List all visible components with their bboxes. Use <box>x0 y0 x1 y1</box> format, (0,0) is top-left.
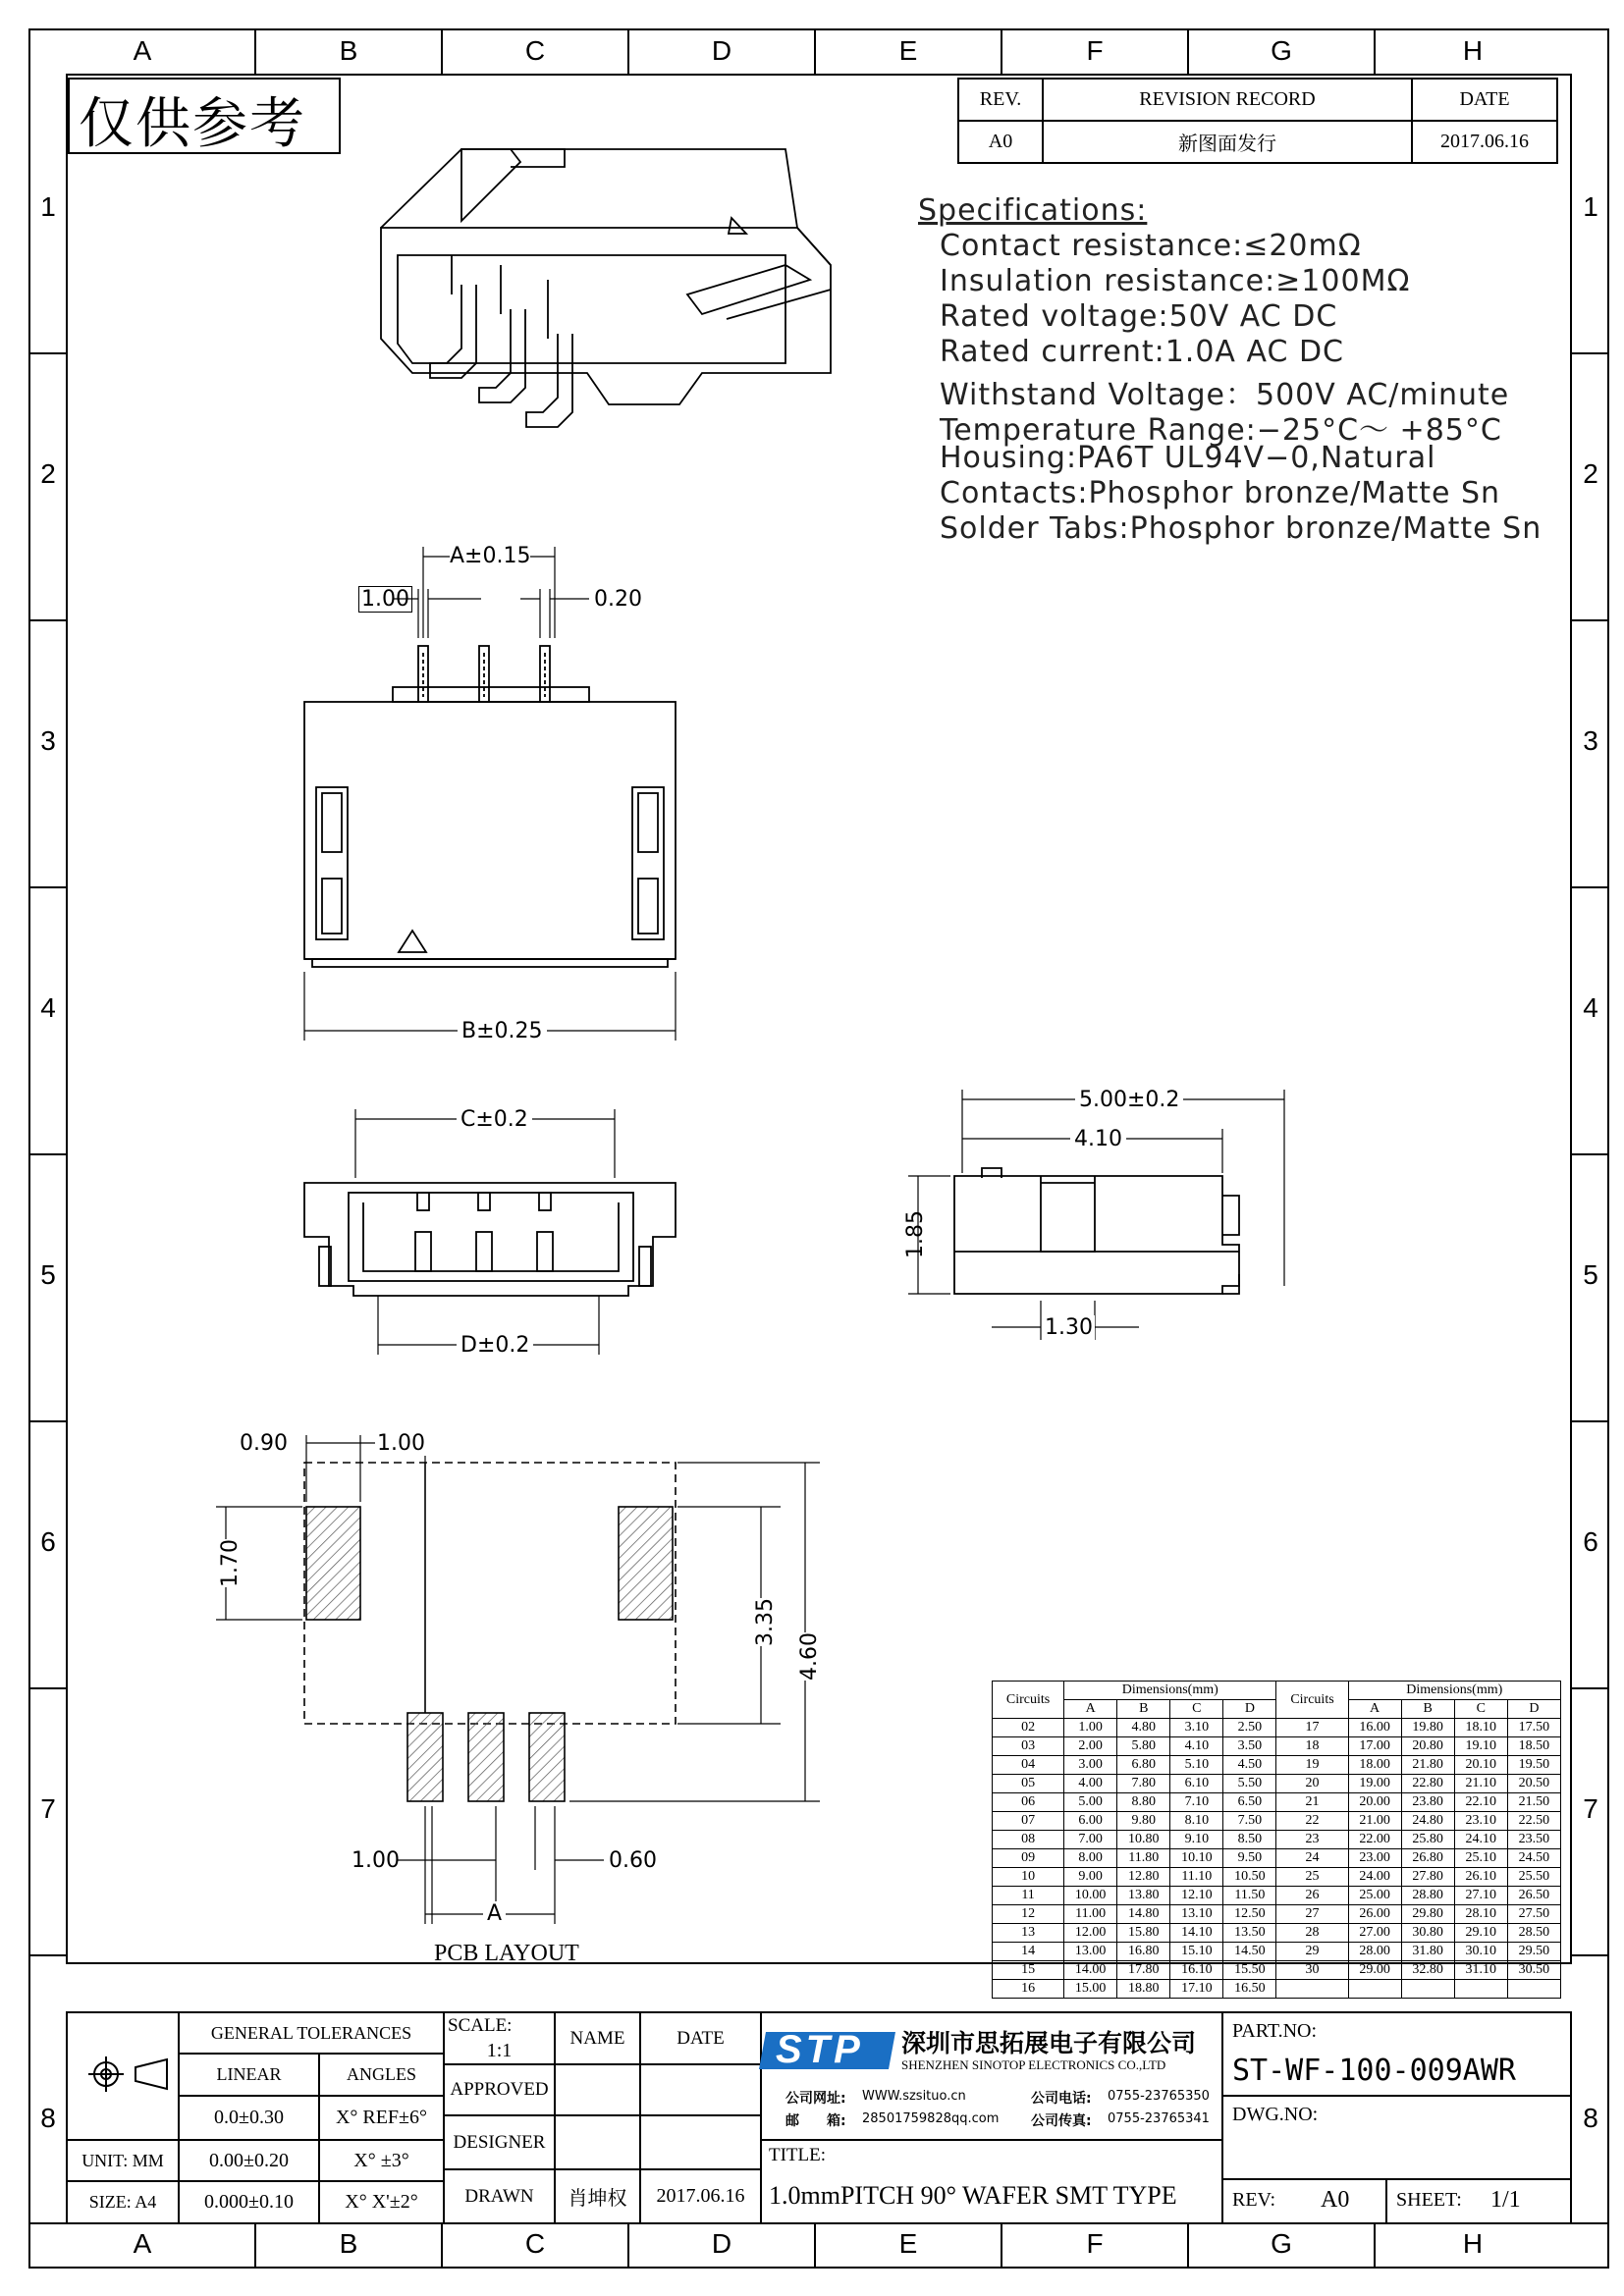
fax-label: 公司传真: <box>1031 2113 1092 2129</box>
table-row <box>993 1924 1561 1943</box>
col-b-left: B <box>1117 1700 1170 1719</box>
grid-row-7-right: 7 <box>1583 1793 1598 1824</box>
drawn-name: 肖坤权 <box>568 2188 627 2210</box>
grid-col-g-top: G <box>1271 35 1292 66</box>
circuit-count-cell: 17 <box>1276 1719 1348 1737</box>
spec-contacts: Contacts:Phosphor bronze/Matte Sn <box>940 476 1501 510</box>
front-view <box>304 646 676 967</box>
table-row <box>993 1775 1561 1793</box>
dimension-cell: 23.80 <box>1401 1793 1454 1812</box>
grid-col-g-bottom: G <box>1271 2228 1292 2259</box>
dimension-cell: 29.10 <box>1454 1924 1507 1943</box>
grid-col-h-top: H <box>1462 35 1484 66</box>
dimension-cell: 10.80 <box>1117 1831 1170 1849</box>
dimension-cell: 25.10 <box>1454 1849 1507 1868</box>
dimensions-header-left: Dimensions(mm) <box>1064 1682 1276 1700</box>
dimension-cell <box>1401 1980 1454 1999</box>
col-a-left: A <box>1064 1700 1117 1719</box>
circuit-count-cell: 27 <box>1276 1905 1348 1924</box>
dimension-cell: 25.00 <box>1348 1887 1401 1905</box>
circuit-count-cell: 23 <box>1276 1831 1348 1849</box>
dimension-cell: 6.50 <box>1223 1793 1276 1812</box>
rev-value-block: A0 <box>1321 2187 1350 2213</box>
circuit-count-cell: 16 <box>993 1980 1064 1999</box>
dimension-cell: 11.10 <box>1170 1868 1223 1887</box>
dimension-cell: 27.10 <box>1454 1887 1507 1905</box>
dimension-cell: 14.50 <box>1223 1943 1276 1961</box>
dimension-cell: 23.00 <box>1348 1849 1401 1868</box>
dimension-cell: 3.10 <box>1170 1719 1223 1737</box>
dimension-cell: 21.50 <box>1507 1793 1560 1812</box>
dimension-cell: 17.00 <box>1348 1737 1401 1756</box>
dimension-cell: 2.00 <box>1064 1737 1117 1756</box>
dimension-cell: 12.00 <box>1064 1924 1117 1943</box>
logo-text: STP <box>776 2028 864 2071</box>
dimension-cell: 8.10 <box>1170 1812 1223 1831</box>
grid-col-f-top: F <box>1086 35 1104 66</box>
dimension-cell: 9.50 <box>1223 1849 1276 1868</box>
grid-row-5-left: 5 <box>40 1259 56 1290</box>
grid-row-7-left: 7 <box>40 1793 56 1824</box>
dimension-cell: 19.50 <box>1507 1756 1560 1775</box>
table-row <box>993 1831 1561 1849</box>
dimension-cell: 6.80 <box>1117 1756 1170 1775</box>
circuit-count-cell: 04 <box>993 1756 1064 1775</box>
dimension-cell: 10.10 <box>1170 1849 1223 1868</box>
dimension-cell: 20.50 <box>1507 1775 1560 1793</box>
dimension-cell: 11.00 <box>1064 1905 1117 1924</box>
general-tolerances-label: GENERAL TOLERANCES <box>210 2022 412 2043</box>
dimension-cell: 15.50 <box>1223 1961 1276 1980</box>
dimension-cell: 14.00 <box>1064 1961 1117 1980</box>
projection-symbol <box>88 2056 167 2092</box>
table-row <box>993 1719 1561 1737</box>
mail-value: 28501759828qq.com <box>862 2111 1000 2126</box>
col-d-left: D <box>1223 1700 1276 1719</box>
grid-row-5-right: 5 <box>1583 1259 1598 1290</box>
circuit-count-cell: 15 <box>993 1961 1064 1980</box>
col-d-right: D <box>1507 1700 1560 1719</box>
grid-row-3-right: 3 <box>1583 725 1598 756</box>
dimension-cell: 26.80 <box>1401 1849 1454 1868</box>
dimension-cell: 15.80 <box>1117 1924 1170 1943</box>
dimension-cell: 18.80 <box>1117 1980 1170 1999</box>
unit-label: UNIT: MM <box>81 2150 164 2170</box>
dim-pcb-090: 0.90 <box>240 1431 288 1456</box>
grid-row-4-right: 4 <box>1583 992 1598 1023</box>
dimensions-header-right: Dimensions(mm) <box>1348 1682 1560 1700</box>
pcb-layout-caption: PCB LAYOUT <box>434 1941 579 1966</box>
table-row <box>993 1905 1561 1924</box>
grid-col-d-bottom: D <box>711 2228 732 2259</box>
dimension-cell: 21.80 <box>1401 1756 1454 1775</box>
circuit-count-cell: 24 <box>1276 1849 1348 1868</box>
grid-row-2-right: 2 <box>1583 458 1598 489</box>
revision-record-header: REVISION RECORD <box>1139 88 1316 110</box>
angles-label: ANGLES <box>347 2064 416 2084</box>
grid-col-a-top: A <box>133 35 152 66</box>
circuit-count-cell: 22 <box>1276 1812 1348 1831</box>
part-number: ST-WF-100-009AWR <box>1232 2054 1516 2088</box>
sheet-label: SHEET: <box>1396 2189 1462 2211</box>
part-no-label: PART.NO: <box>1232 2020 1318 2042</box>
dimension-cell: 10.00 <box>1064 1887 1117 1905</box>
dimension-cell <box>1507 1980 1560 1999</box>
dimension-cell: 22.80 <box>1401 1775 1454 1793</box>
scale-label: SCALE: <box>448 2015 513 2036</box>
dimension-cell: 24.50 <box>1507 1849 1560 1868</box>
date-header: DATE <box>1459 88 1510 110</box>
dimension-cell: 13.80 <box>1117 1887 1170 1905</box>
dimension-cell: 29.80 <box>1401 1905 1454 1924</box>
table-row <box>993 1943 1561 1961</box>
dimension-cell: 28.10 <box>1454 1905 1507 1924</box>
circuit-count-cell: 29 <box>1276 1943 1348 1961</box>
dimension-cell: 28.80 <box>1401 1887 1454 1905</box>
spec-insulation-resistance: Insulation resistance:≥100MΩ <box>940 264 1411 298</box>
drawn-label: DRAWN <box>464 2185 534 2207</box>
sheet-value: 1/1 <box>1490 2187 1521 2213</box>
rev-header: REV. <box>979 88 1022 110</box>
linear-tol-2: 0.00±0.20 <box>209 2149 289 2171</box>
dimension-cell: 17.80 <box>1117 1961 1170 1980</box>
dimension-cell: 19.00 <box>1348 1775 1401 1793</box>
dimension-cell: 8.50 <box>1223 1831 1276 1849</box>
table-row <box>993 1849 1561 1868</box>
dimension-cell: 16.10 <box>1170 1961 1223 1980</box>
dim-pcb-335: 3.35 <box>752 1598 778 1646</box>
circuit-count-cell: 05 <box>993 1775 1064 1793</box>
circuits-header-left: Circuits <box>993 1682 1064 1719</box>
dim-pin-width: 0.20 <box>594 587 642 612</box>
dimension-cell: 11.80 <box>1117 1849 1170 1868</box>
revision-record-value: 新图面发行 <box>1178 133 1276 155</box>
dimension-cell: 7.80 <box>1117 1775 1170 1793</box>
dimension-cell: 30.80 <box>1401 1924 1454 1943</box>
spec-contact-resistance: Contact resistance:≤20mΩ <box>940 229 1362 263</box>
dimension-cell: 12.10 <box>1170 1887 1223 1905</box>
circuit-count-cell: 18 <box>1276 1737 1348 1756</box>
spec-rated-voltage: Rated voltage:50V AC DC <box>940 299 1338 334</box>
company-name-en: SHENZHEN SINOTOP ELECTRONICS CO.,LTD <box>901 2057 1166 2072</box>
grid-col-a-bottom: A <box>133 2228 152 2259</box>
circuit-count-cell: 28 <box>1276 1924 1348 1943</box>
linear-label: LINEAR <box>216 2064 282 2084</box>
specifications-title: Specifications: <box>918 193 1148 228</box>
grid-col-f-bottom: F <box>1086 2228 1104 2259</box>
dimension-cell: 24.00 <box>1348 1868 1401 1887</box>
grid-col-d-top: D <box>711 35 732 66</box>
circuit-count-cell: 02 <box>993 1719 1064 1737</box>
circuit-count-cell: 07 <box>993 1812 1064 1831</box>
company-name-cn: 深圳市思拓展电子有限公司 <box>901 2029 1197 2057</box>
dimension-cell: 3.00 <box>1064 1756 1117 1775</box>
dimension-cell: 5.00 <box>1064 1793 1117 1812</box>
dimension-cell: 15.00 <box>1064 1980 1117 1999</box>
spec-rated-current: Rated current:1.0A AC DC <box>940 335 1344 369</box>
dimension-cell: 6.00 <box>1064 1812 1117 1831</box>
spec-temperature-range: Temperature Range:−25°C～ +85°C <box>940 413 1502 448</box>
dimension-cell: 7.00 <box>1064 1831 1117 1849</box>
dimension-cell: 32.80 <box>1401 1961 1454 1980</box>
mail-label: 邮 箱: <box>785 2113 846 2129</box>
dimension-cell: 5.80 <box>1117 1737 1170 1756</box>
dimension-cell: 7.10 <box>1170 1793 1223 1812</box>
dimension-cell: 31.10 <box>1454 1961 1507 1980</box>
grid-row-8-left: 8 <box>40 2103 56 2133</box>
dimension-cell: 28.50 <box>1507 1924 1560 1943</box>
table-row <box>993 1812 1561 1831</box>
dimension-cell: 8.80 <box>1117 1793 1170 1812</box>
dimension-cell: 21.10 <box>1454 1775 1507 1793</box>
drawing-title: 1.0mmPITCH 90° WAFER SMT TYPE <box>769 2181 1177 2210</box>
size-label: SIZE: A4 <box>88 2192 157 2212</box>
dimension-cell: 18.50 <box>1507 1737 1560 1756</box>
grid-col-c-bottom: C <box>524 2228 546 2259</box>
circuit-count-cell: 12 <box>993 1905 1064 1924</box>
circuit-count-cell: 26 <box>1276 1887 1348 1905</box>
rev-label-block: REV: <box>1232 2189 1276 2211</box>
dimension-cell: 17.10 <box>1170 1980 1223 1999</box>
web-label: 公司网址: <box>785 2091 846 2107</box>
dimension-cell: 6.10 <box>1170 1775 1223 1793</box>
table-row <box>993 1793 1561 1812</box>
dimension-cell: 4.00 <box>1064 1775 1117 1793</box>
dimension-cell: 4.10 <box>1170 1737 1223 1756</box>
table-row <box>993 1737 1561 1756</box>
dim-pcb-060: 0.60 <box>609 1848 657 1873</box>
bottom-view <box>304 1183 676 1296</box>
grid-row-6-left: 6 <box>40 1526 56 1557</box>
table-row <box>993 1868 1561 1887</box>
dimension-cell: 24.10 <box>1454 1831 1507 1849</box>
dimension-cell: 14.10 <box>1170 1924 1223 1943</box>
circuit-count-cell: 03 <box>993 1737 1064 1756</box>
dim-pcb-460: 4.60 <box>796 1632 822 1681</box>
fax-value: 0755-23765341 <box>1108 2111 1210 2126</box>
spec-withstand-voltage: Withstand Voltage：500V AC/minute <box>940 378 1510 412</box>
dimension-cell: 31.80 <box>1401 1943 1454 1961</box>
dimension-cell <box>1348 1980 1401 1999</box>
circuits-header-right: Circuits <box>1276 1682 1348 1719</box>
circuit-dimensions-table <box>992 1681 1561 1999</box>
dimension-cell: 27.00 <box>1348 1924 1401 1943</box>
linear-tol-3: 0.000±0.10 <box>204 2191 294 2213</box>
dim-a-tolerance: A±0.15 <box>450 544 531 568</box>
dim-pcb-170: 1.70 <box>217 1539 243 1587</box>
dimension-cell: 20.00 <box>1348 1793 1401 1812</box>
dimension-cell: 13.50 <box>1223 1924 1276 1943</box>
web-value: WWW.szsituo.cn <box>862 2089 966 2104</box>
dimension-cell: 30.10 <box>1454 1943 1507 1961</box>
dimension-cell: 4.50 <box>1223 1756 1276 1775</box>
tel-label: 公司电话: <box>1031 2091 1092 2107</box>
angle-tol-1: X° REF±6° <box>335 2107 428 2128</box>
dimension-cell: 9.00 <box>1064 1868 1117 1887</box>
revision-date-value: 2017.06.16 <box>1440 131 1529 152</box>
date-header-block: DATE <box>677 2027 725 2049</box>
dimension-cell: 19.10 <box>1454 1737 1507 1756</box>
circuit-count-cell: 21 <box>1276 1793 1348 1812</box>
dim-side-total: 5.00±0.2 <box>1075 1088 1183 1112</box>
grid-row-3-left: 3 <box>40 725 56 756</box>
dim-pcb-100-top: 1.00 <box>377 1431 425 1456</box>
dimension-cell: 4.80 <box>1117 1719 1170 1737</box>
grid-col-h-bottom: H <box>1462 2228 1484 2259</box>
iso-view <box>381 149 831 427</box>
spec-solder-tabs: Solder Tabs:Phosphor bronze/Matte Sn <box>940 511 1543 546</box>
dimension-cell: 18.00 <box>1348 1756 1401 1775</box>
tel-value: 0755-23765350 <box>1108 2089 1210 2104</box>
dimension-cell: 16.00 <box>1348 1719 1401 1737</box>
circuit-count-cell: 10 <box>993 1868 1064 1887</box>
dimension-cell: 30.50 <box>1507 1961 1560 1980</box>
reference-watermark: 仅供参考 <box>79 92 306 156</box>
dimension-cell: 21.00 <box>1348 1812 1401 1831</box>
dimension-cell: 23.50 <box>1507 1831 1560 1849</box>
dim-c-tolerance: C±0.2 <box>457 1107 532 1132</box>
dimension-cell: 15.10 <box>1170 1943 1223 1961</box>
circuit-count-cell <box>1276 1980 1348 1999</box>
dimension-cell: 27.50 <box>1507 1905 1560 1924</box>
grid-col-e-top: E <box>898 35 918 66</box>
circuit-count-cell: 08 <box>993 1831 1064 1849</box>
dimension-cell: 26.10 <box>1454 1868 1507 1887</box>
dimension-cell: 26.50 <box>1507 1887 1560 1905</box>
dimension-cell: 22.00 <box>1348 1831 1401 1849</box>
circuit-dimensions-body <box>993 1719 1561 1999</box>
dimension-cell: 16.80 <box>1117 1943 1170 1961</box>
grid-col-b-bottom: B <box>339 2228 358 2259</box>
grid-row-6-right: 6 <box>1583 1526 1598 1557</box>
title-label: TITLE: <box>769 2145 827 2165</box>
grid-row-4-left: 4 <box>40 992 56 1023</box>
rev-value: A0 <box>988 131 1013 152</box>
dim-side-body: 4.10 <box>1070 1127 1126 1151</box>
dimension-cell: 2.50 <box>1223 1719 1276 1737</box>
pcb-layout <box>304 1463 676 1801</box>
grid-col-c-top: C <box>524 35 546 66</box>
dimension-cell: 22.50 <box>1507 1812 1560 1831</box>
dimension-cell: 27.80 <box>1401 1868 1454 1887</box>
side-view <box>954 1168 1239 1294</box>
name-header: NAME <box>569 2027 625 2049</box>
circuit-count-cell: 20 <box>1276 1775 1348 1793</box>
drawn-date: 2017.06.16 <box>656 2185 745 2207</box>
angle-tol-2: X° ±3° <box>353 2149 409 2171</box>
table-row <box>993 1980 1561 1999</box>
dimension-cell: 26.00 <box>1348 1905 1401 1924</box>
spec-housing: Housing:PA6T UL94V−0,Natural <box>940 441 1436 475</box>
dimension-cell: 17.50 <box>1507 1719 1560 1737</box>
scale-value: 1:1 <box>486 2039 513 2061</box>
dwg-no-label: DWG.NO: <box>1232 2104 1319 2125</box>
circuit-count-cell: 19 <box>1276 1756 1348 1775</box>
dimension-cell: 24.80 <box>1401 1812 1454 1831</box>
dimension-cell: 25.50 <box>1507 1868 1560 1887</box>
dimension-cell: 29.00 <box>1348 1961 1401 1980</box>
dim-side-height: 1.85 <box>902 1210 928 1258</box>
dimension-cell: 7.50 <box>1223 1812 1276 1831</box>
col-c-left: C <box>1170 1700 1223 1719</box>
dim-pcb-100-bottom: 1.00 <box>352 1848 400 1873</box>
grid-row-1-left: 1 <box>40 191 56 222</box>
circuit-count-cell: 13 <box>993 1924 1064 1943</box>
dimension-cell: 10.50 <box>1223 1868 1276 1887</box>
col-c-right: C <box>1454 1700 1507 1719</box>
dimension-cell: 29.50 <box>1507 1943 1560 1961</box>
table-row <box>993 1756 1561 1775</box>
circuit-count-cell: 14 <box>993 1943 1064 1961</box>
circuit-count-cell: 06 <box>993 1793 1064 1812</box>
dimension-cell: 18.10 <box>1454 1719 1507 1737</box>
dim-side-pin: 1.30 <box>1045 1315 1093 1340</box>
grid-col-e-bottom: E <box>898 2228 918 2259</box>
dimension-cell: 13.10 <box>1170 1905 1223 1924</box>
dim-d-tolerance: D±0.2 <box>457 1333 533 1358</box>
dimension-cell: 13.00 <box>1064 1943 1117 1961</box>
dimension-cell: 5.50 <box>1223 1775 1276 1793</box>
dimension-cell: 5.10 <box>1170 1756 1223 1775</box>
dimension-cell: 12.50 <box>1223 1905 1276 1924</box>
dimension-cell: 12.80 <box>1117 1868 1170 1887</box>
dimension-cell: 9.80 <box>1117 1812 1170 1831</box>
linear-tol-1: 0.0±0.30 <box>214 2107 284 2128</box>
dim-pcb-a: A <box>483 1901 506 1926</box>
dimension-cell: 14.80 <box>1117 1905 1170 1924</box>
circuit-count-cell: 25 <box>1276 1868 1348 1887</box>
angle-tol-3: X° X'±2° <box>345 2191 418 2213</box>
dim-b-tolerance: B±0.25 <box>458 1019 547 1043</box>
dimension-cell <box>1454 1980 1507 1999</box>
dimension-cell: 16.50 <box>1223 1980 1276 1999</box>
circuit-count-cell: 30 <box>1276 1961 1348 1980</box>
col-a-right: A <box>1348 1700 1401 1719</box>
dimension-cell: 8.00 <box>1064 1849 1117 1868</box>
circuit-count-cell: 11 <box>993 1887 1064 1905</box>
grid-row-2-left: 2 <box>40 458 56 489</box>
dimension-cell: 9.10 <box>1170 1831 1223 1849</box>
dim-pitch-box: 1.00 <box>358 586 412 613</box>
col-b-right: B <box>1401 1700 1454 1719</box>
dimension-cell: 28.00 <box>1348 1943 1401 1961</box>
dimension-cell: 3.50 <box>1223 1737 1276 1756</box>
dimension-cell: 23.10 <box>1454 1812 1507 1831</box>
dimension-cell: 22.10 <box>1454 1793 1507 1812</box>
dimension-cell: 1.00 <box>1064 1719 1117 1737</box>
grid-row-8-right: 8 <box>1583 2103 1598 2133</box>
dimension-cell: 20.10 <box>1454 1756 1507 1775</box>
dimension-cell: 11.50 <box>1223 1887 1276 1905</box>
dimension-cell: 20.80 <box>1401 1737 1454 1756</box>
grid-col-b-top: B <box>339 35 358 66</box>
table-row <box>993 1961 1561 1980</box>
approved-label: APPROVED <box>450 2079 549 2100</box>
designer-label: DESIGNER <box>453 2131 546 2153</box>
circuit-count-cell: 09 <box>993 1849 1064 1868</box>
grid-row-1-right: 1 <box>1583 191 1598 222</box>
dimension-cell: 19.80 <box>1401 1719 1454 1737</box>
table-row <box>993 1887 1561 1905</box>
dimension-cell: 25.80 <box>1401 1831 1454 1849</box>
